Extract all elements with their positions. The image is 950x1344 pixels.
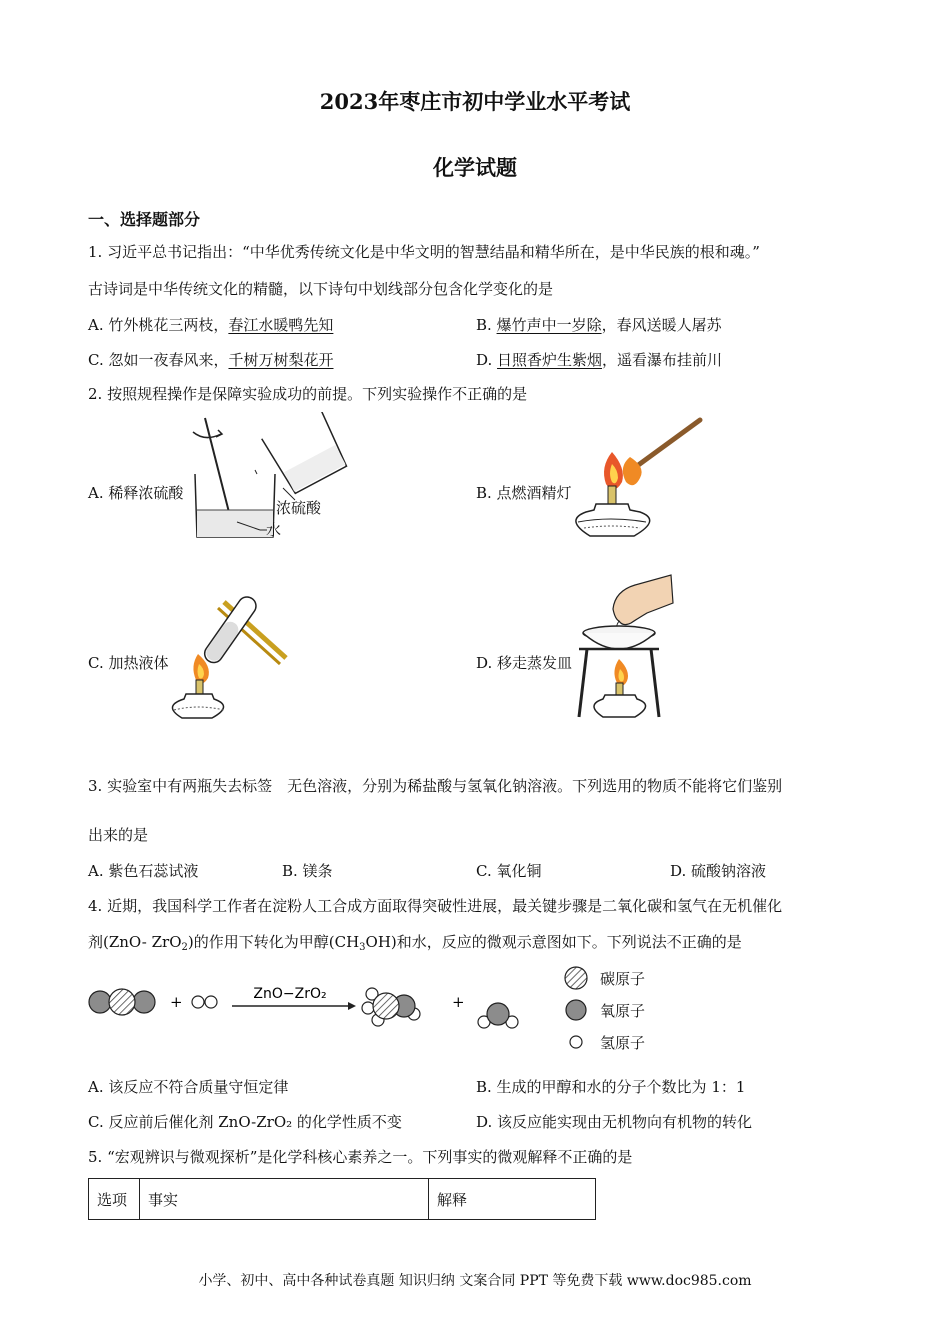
q3-option-c: C. 氧化铜	[476, 862, 542, 880]
table-header-row	[89, 1179, 596, 1220]
table-header-explanation: 解释	[429, 1179, 596, 1220]
q1-option-b-prefix: B.	[476, 316, 497, 334]
table-header-fact: 事实	[140, 1179, 429, 1220]
q1-option-c	[88, 349, 334, 370]
q4-option-a: A. 该反应不符合质量守恒定律	[88, 1078, 289, 1096]
q3-option-a: A. 紫色石蕊试液	[88, 862, 199, 880]
evaporating-dish-illustration	[575, 573, 675, 721]
table-header-option: 选项	[89, 1179, 140, 1220]
section-heading: 一、选择题部分	[88, 210, 201, 229]
q4-stem-line2-part3: OH)和水，反应的微观示意图如下。下列说法不正确的是	[365, 933, 742, 951]
q3-stem-line2: 出来的是	[88, 826, 149, 844]
q1-option-b	[476, 314, 722, 335]
co2-molecule	[89, 989, 155, 1015]
q1-option-d-underline: 日照香炉生紫烟	[497, 351, 603, 369]
label-concentrated-acid: 浓硫酸	[276, 499, 322, 517]
q4-option-d: D. 该反应能实现由无机物向有机物的转化	[476, 1113, 753, 1131]
q1-option-b-suffix: ，春风送暖人屠苏	[601, 316, 722, 334]
q4-stem-line1: 4. 近期，我国科学工作者在淀粉人工合成方面取得突破性进展，最关键步骤是二氧化碳和氢气在无机催化	[88, 897, 783, 915]
q2-option-c: C. 加热液体	[88, 654, 169, 672]
legend-hydrogen: 氢原子	[600, 1034, 646, 1052]
reaction-diagram	[86, 962, 666, 1064]
q1-option-c-underline: 千树万树梨花开	[228, 351, 334, 369]
legend-carbon-symbol	[565, 967, 587, 989]
catalyst-label: ZnO−ZrO₂	[253, 986, 327, 1002]
q3-option-b: B. 镁条	[282, 862, 333, 880]
q5-stem: 5. “宏观辨识与微观探析”是化学科核心素养之一。下列事实的微观解释不正确的是	[88, 1148, 633, 1166]
q5-table	[88, 1178, 596, 1220]
legend-oxygen-symbol	[566, 1000, 586, 1020]
q4-option-b: B. 生成的甲醇和水的分子个数比为 1：1	[476, 1078, 746, 1096]
q1-option-a-text: A. 竹外桃花三两枝，	[88, 316, 229, 334]
q4-stem-line2-part2: )的作用下转化为甲醇(CH	[187, 933, 360, 951]
q1-option-d-prefix: D.	[476, 351, 498, 369]
water-molecule	[478, 1003, 518, 1028]
legend-hydrogen-symbol	[570, 1036, 582, 1048]
q4-stem-sub-3: 3	[359, 942, 366, 953]
q1-option-b-underline: 爆竹声中一岁除	[496, 316, 602, 334]
page-title: 2023年枣庄市初中学业水平考试	[319, 89, 631, 114]
q4-stem-line2-part1: 剂(ZnO- ZrO	[88, 933, 182, 951]
q4-option-c: C. 反应前后催化剂 ZnO-ZrO₂ 的化学性质不变	[88, 1113, 402, 1131]
heating-liquid-illustration	[168, 592, 293, 722]
q1-option-c-text: C. 忽如一夜春风来，	[88, 351, 229, 369]
q1-stem-line2: 古诗词是中华传统文化的精髓，以下诗句中划线部分包含化学变化的是	[88, 280, 554, 298]
alcohol-lamp-illustration	[570, 412, 710, 542]
q2-option-b: B. 点燃酒精灯	[476, 484, 572, 502]
q1-option-a	[88, 314, 333, 335]
legend-oxygen: 氧原子	[600, 1002, 646, 1020]
plus-sign-1: +	[170, 993, 183, 1011]
q2-stem: 2. 按照规程操作是保障实验成功的前提。下列实验操作不正确的是	[88, 385, 528, 403]
plus-sign-2: +	[452, 993, 465, 1011]
label-water: 水	[266, 521, 282, 539]
q4-stem-line2	[88, 932, 742, 958]
q2-option-d: D. 移走蒸发皿	[476, 654, 573, 672]
methanol-molecule	[362, 988, 420, 1026]
q1-option-d-suffix: ，遥看瀑布挂前川	[602, 351, 723, 369]
q1-option-a-underline: 春江水暖鸭先知	[228, 316, 334, 334]
page-footer: 小学、初中、高中各种试卷真题 知识归纳 文案合同 PPT 等免费下载 www.doc985.com	[198, 1273, 752, 1289]
q1-stem-line1: 1. 习近平总书记指出：“中华优秀传统文化是中华文明的智慧结晶和精华所在，是中华民族的根和魂。”	[88, 243, 760, 261]
q2-option-a: A. 稀释浓硫酸	[88, 484, 184, 502]
h2-molecule	[192, 996, 217, 1008]
q4-stem-sub-2: 2	[181, 942, 188, 953]
legend-carbon: 碳原子	[600, 970, 646, 988]
q1-option-d	[476, 349, 722, 370]
q3-stem-line1: 3. 实验室中有两瓶失去标签 无色溶液，分别为稀盐酸与氢氧化钠溶液。下列选用的物质不能将它们鉴别	[88, 777, 783, 795]
page-subtitle: 化学试题	[433, 155, 517, 180]
q3-option-d: D. 硫酸钠溶液	[670, 862, 767, 880]
